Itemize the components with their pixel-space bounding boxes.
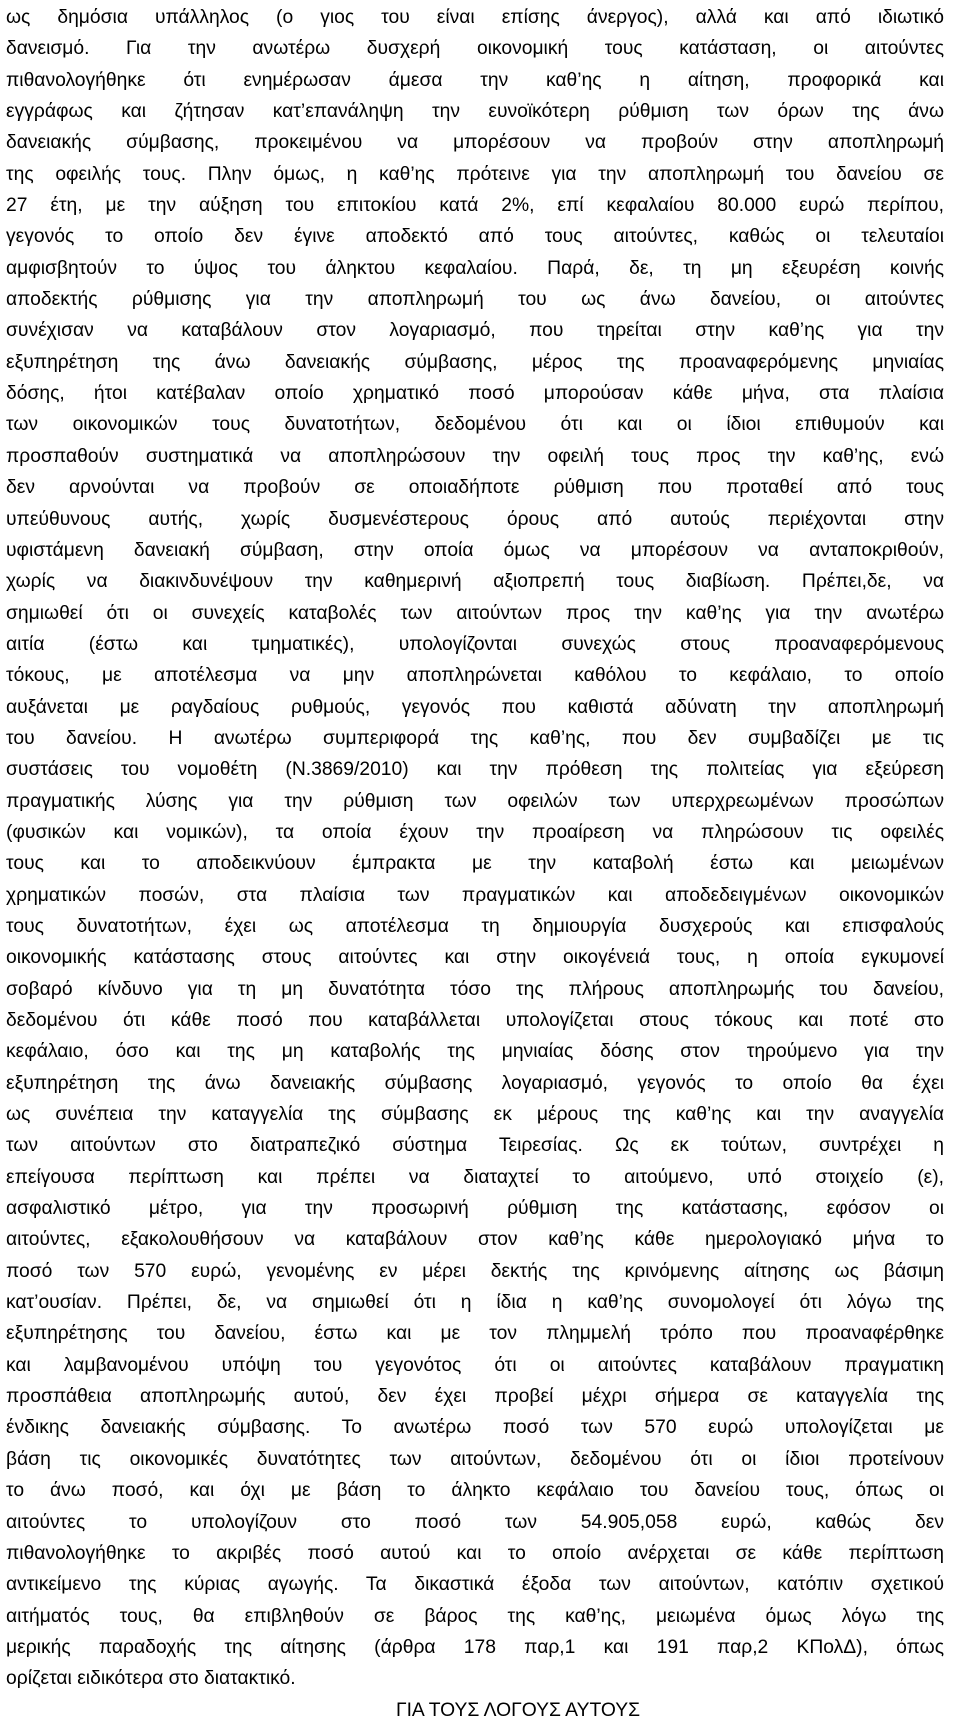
text-line: μερικής παραδοχής της αίτησης (άρθρα 178 παρ,1 και 191 παρ,2 ΚΠολΔ), όπως — [6, 1636, 944, 1658]
text-line: αυξάνεται με ραγδαίους ρυθμούς, γεγονός που καθιστά αδύνατη την αποπληρωμή — [6, 696, 944, 718]
text-line: το άνω ποσό, και όχι με βάση το άληκτο κεφάλαιο του δανείου τους, όπως οι — [6, 1480, 944, 1502]
text-line: αιτήματός τους, θα επιβληθούν σε βάρος της καθ’ης, μειωμένα όμως λόγω της — [6, 1605, 944, 1627]
text-line: ως δημόσια υπάλληλος (ο γιος του είναι επίσης άνεργος), αλλά και από ιδιωτικό — [6, 7, 944, 28]
text-line: εξυπηρέτησης του δανείου, έστω και με τον πλημμελή τρόπο που προαναφέρθηκε — [6, 1323, 944, 1345]
text-line: τους και το αποδεικνύουν έμπρακτα με την καταβολή έστω και μειωμένων — [6, 853, 944, 875]
text-line: επείγουσα περίπτωση και πρέπει να διαταχτεί το αιτούμενο, υπό στοιχείο (ε), — [6, 1166, 944, 1188]
text-line: δεν αρνούνται να προβούν σε οποιαδήποτε ρύθμιση που προταθεί από τους — [6, 477, 944, 499]
text-line: συστάσεις του νομοθέτη (Ν.3869/2010) και την πρόθεση της πολιτείας για εξεύρεση — [6, 759, 944, 781]
text-line: αντικείμενο της κύριας αγωγής. Τα δικαστικά έξοδα των αιτούντων, κατόπιν σχετικού — [6, 1574, 944, 1596]
text-line: πιθανολογήθηκε το ακριβές ποσό αυτού και το οποίο ανέρχεται σε κάθε περίπτωση — [6, 1542, 944, 1564]
text-line: ποσό των 570 ευρώ, γενομένης εν μέρει δεκτής της κρινόμενης αίτησης ως βάσιμη — [6, 1260, 944, 1282]
text-line: και λαμβανομένου υπόψη του γεγονότος ότι οι αιτούντες καταβάλουν πραγματικη — [6, 1354, 944, 1376]
text-line: (φυσικών και νομικών), τα οποία έχουν την προαίρεση να πληρώσουν τις οφειλές — [6, 821, 944, 843]
text-line: 27 έτη, με την αύξηση του επιτοκίου κατά 2%, επί κεφαλαίου 80.000 ευρώ περίπου, — [6, 195, 944, 217]
text-line: σημιωθεί ότι οι συνεχείς καταβολές των αιτούντων προς την καθ’ης για την ανωτέρω — [6, 602, 944, 624]
text-line: γεγονός το οποίο δεν έγινε αποδεκτό από τους αιτούντες, καθώς οι τελευταίοι — [6, 226, 944, 248]
text-line: δανεισμό. Για την ανωτέρω δυσχερή οικονομική τους κατάσταση, οι αιτούντες — [6, 38, 944, 60]
document-page — [6, 2, 944, 1726]
text-line: δανειακής σύμβασης, προκειμένου να μπορέσουν να προβούν στην αποπληρωμή — [6, 132, 944, 154]
text-line: χωρίς να διακινδυνέψουν την καθημερινή αξιοπρεπή τους διαβίωση. Πρέπει,δε, να — [6, 571, 944, 593]
text-line: αποδεκτής ρύθμισης για την αποπληρωμή του ως άνω δανείου, οι αιτούντες — [6, 289, 944, 311]
section-heading: ΓΙΑ ΤΟΥΣ ΛΟΓΟΥΣ ΑΥΤΟΥΣ — [395, 1699, 641, 1721]
text-line: αιτία (έστω και τμηματικές), υπολογίζονται συνεχώς στους προαναφερόμενους — [6, 633, 944, 655]
body-paragraph — [6, 2, 944, 1695]
text-line: κατ’ουσίαν. Πρέπει, δε, να σημιωθεί ότι η ίδια η καθ’ης συνομολογεί ότι λόγω της — [6, 1292, 944, 1314]
text-line: δόσης, ήτοι κατέβαλαν οποίο χρηματικό ποσό μπορούσαν κάθε μήνα, στα πλαίσια — [6, 383, 944, 405]
text-line: πραγματικής λύσης για την ρύθμιση των οφειλών των υπερχρεωμένων προσώπων — [6, 790, 944, 812]
text-line: ως συνέπεια την καταγγελία της σύμβασης εκ μέρους της καθ’ης και την αναγγελία — [6, 1104, 944, 1126]
text-line: πιθανολογήθηκε ότι ενημέρωσαν άμεσα την καθ’ης η αίτηση, προφορικά και — [6, 69, 944, 91]
text-line: βάση τις οικονομικές δυνατότητες των αιτούντων, δεδομένου ότι οι ίδιοι προτείνουν — [6, 1448, 944, 1470]
text-line: σοβαρό κίνδυνο για τη μη δυνατότητα τόσο της πλήρους αποπληρωμής του δανείου, — [6, 978, 944, 1000]
text-line: οικονομικής κατάστασης στους αιτούντες και στην οικογένειά τους, η οποία εγκυμονεί — [6, 947, 944, 969]
text-line: ορίζεται ειδικότερα στο διατακτικό. — [6, 1668, 296, 1690]
text-line: προσπάθεια αποπληρωμής αυτού, δεν έχει προβεί μέχρι σήμερα σε καταγγελία της — [6, 1386, 944, 1408]
text-line: αιτούντες το υπολογίζουν στο ποσό των 54.905,058 ευρώ, καθώς δεν — [6, 1511, 944, 1533]
text-line: των οικονομικών τους δυνατοτήτων, δεδομένου ότι και οι ίδιοι επιθυμούν και — [6, 414, 944, 436]
text-line: ασφαλιστικό μέτρο, για την προσωρινή ρύθμιση της κατάστασης, εφόσον οι — [6, 1198, 944, 1220]
text-line: κεφάλαιο, όσο και της μη καταβολής της μηνιαίας δόσης στον τηρούμενο για την — [6, 1041, 944, 1063]
text-line: δεδομένου ότι κάθε ποσό που καταβάλλεται υπολογίζεται στους τόκους και ποτέ στο — [6, 1010, 944, 1031]
text-line: συνέχισαν να καταβάλουν στον λογαριασμό, που τηρείται στην καθ’ης για την — [6, 320, 944, 342]
text-line: ένδικης δανειακής σύμβασης. Το ανωτέρω ποσό των 570 ευρώ υπολογίζεται με — [6, 1417, 944, 1439]
text-line: υφιστάμενη δανειακή σύμβαση, στην οποία όμως να μπορέσουν να ανταποκριθούν, — [6, 539, 944, 561]
text-line: αμφισβητούν το ύψος του άληκτου κεφαλαίου. Παρά, δε, τη μη εξευρέση κοινής — [6, 257, 944, 279]
text-line: του δανείου. Η ανωτέρω συμπεριφορά της καθ’ης, που δεν συμβαδίζει με τις — [6, 727, 944, 749]
text-line: αιτούντες, εξακολουθήσουν να καταβάλουν στον καθ’ης κάθε ημερολογιακό μήνα το — [6, 1229, 944, 1251]
text-line: τους δυνατοτήτων, έχει ως αποτέλεσμα τη δημιουργία δυσχερούς και επισφαλούς — [6, 915, 944, 937]
text-line: προσπαθούν συστηματικά να αποπληρώσουν την οφειλή τους προς την καθ’ης, ενώ — [6, 445, 944, 467]
text-line: της οφειλής τους. Πλην όμως, η καθ’ης πρότεινε για την αποπληρωμή του δανείου σε — [6, 163, 944, 185]
text-line: υπεύθυνους αυτής, χωρίς δυσμενέστερους όρους από αυτούς περιέχονται στην — [6, 508, 944, 530]
text-line: χρηματικών ποσών, στα πλαίσια των πραγματικών και αποδεδειγμένων οικονομικών — [6, 884, 944, 906]
text-line: τόκους, με αποτέλεσμα να μην αποπληρώνεται καθόλου το κεφάλαιο, το οποίο — [6, 665, 944, 687]
text-line: εγγράφως και ζήτησαν κατ’επανάληψη την ευνοϊκότερη ρύθμιση των όρων της άνω — [6, 101, 944, 123]
text-line: εξυπηρέτηση της άνω δανειακής σύμβασης λογαριασμό, γεγονός το οποίο θα έχει — [6, 1072, 944, 1094]
text-line: εξυπηρέτηση της άνω δανειακής σύμβασης, μέρος της προαναφερόμενης μηνιαίας — [6, 351, 944, 373]
text-line: των αιτούντων στο διατραπεζικό σύστημα Τειρεσίας. Ως εκ τούτων, συντρέχει η — [6, 1135, 944, 1157]
